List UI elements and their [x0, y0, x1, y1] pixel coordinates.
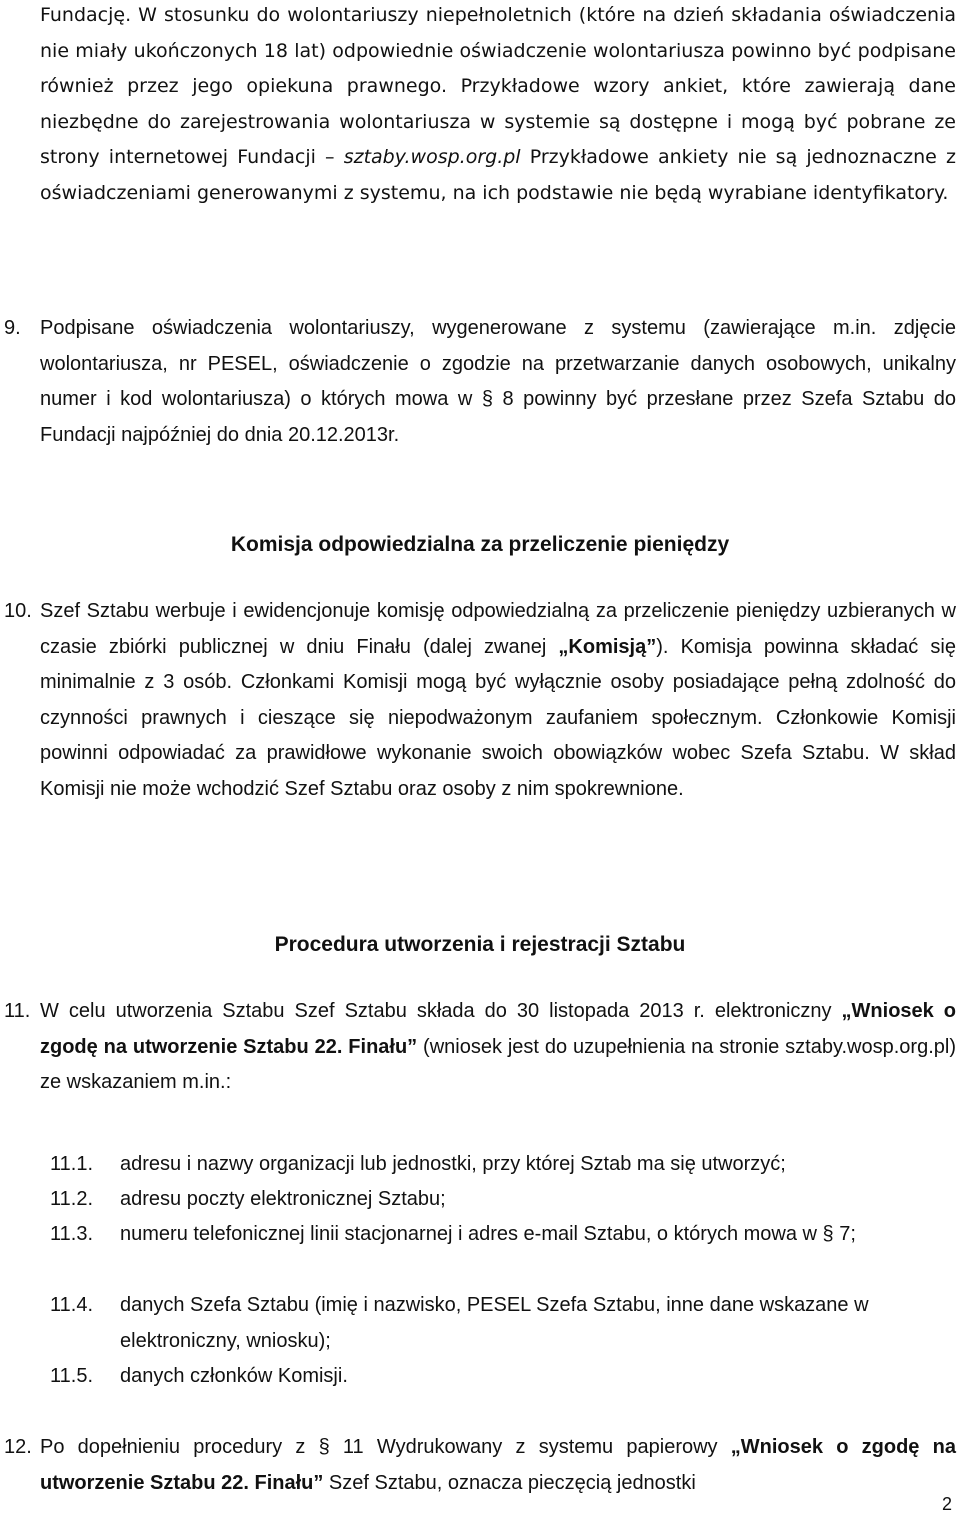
section-number: 10.	[4, 600, 32, 622]
form-title: „Wniosek o zgodę na utworzenie Sztabu 22. Finału”	[40, 1000, 957, 1058]
section-text: Podpisane oświadczenia wolontariuszy, wygenerowane z systemu (zawierające m.in. zdjęcie wolontariusza, nr PESEL, oświadczenie o zgodzie na przetwarzanie danych osobowych, unikalny numer i kod wolontariusza) o których mowa w § 8 powinny być przesłane przez Szefa Sztabu do Fundacji najpóźniej do dnia 20.12.2013r.	[40, 317, 956, 446]
heading-procedure: Procedura utworzenia i rejestracji Sztabu	[274, 933, 686, 956]
intro-text-b: Przykładowe ankiety nie są jednoznaczne z oświadczeniami generowanymi z systemu, na ich podstawie nie będą wyrabiane identyfikatory.	[40, 146, 956, 204]
intro-paragraph	[40, 0, 956, 212]
section-text: W celu utworzenia Sztabu Szef Sztabu składa do 30 listopada 2013 r. elektroniczny „Wniosek o zgodę na utworzenie Sztabu 22. Finału” (wniosek jest do uzupełnienia na stronie sztaby.wosp.org.pl) ze wskazaniem m.in.:	[40, 1000, 957, 1094]
heading-commission: Komisja odpowiedzialna za przeliczenie pieniędzy	[230, 533, 730, 556]
intro-text-a: Fundację. W stosunku do wolontariuszy niepełnoletnich (które na dzień składania oświadczenia nie miały ukończonych 18 lat) odpowiednie oświadczenie wolontariusza powinno być podpisane również przez jego opiekuna prawnego. Przykładowe wzory ankiet, które zawierają dane niezbędne do zarejestrowania wolontariusza w systemie są dostępne i mogą być pobrane ze strony internetowej Fundacji –	[40, 4, 956, 169]
section-number: 12.	[4, 1436, 32, 1458]
section-text: Po dopełnieniu procedury z § 11 Wydrukowany z systemu papierowy „Wniosek o zgodę na utworzenie Sztabu 22. Finału” Szef Sztabu, oznacza pieczęcią jednostki	[40, 1436, 956, 1494]
section-number: 9.	[4, 317, 21, 339]
defined-term: „Komisją”	[558, 635, 657, 658]
form-title: „Wniosek o zgodę na utworzenie Sztabu 22. Finału”	[40, 1436, 956, 1494]
section-number: 11.	[4, 1000, 31, 1022]
website-link-text: sztaby.wosp.org.pl	[343, 146, 521, 169]
section-text: Szef Sztabu werbuje i ewidencjonuje komisję odpowiedzialną za przeliczenie pieniędzy uzbieranych w czasie zbiórki publicznej w dniu Finału (dalej zwanej „Komisją”). Komisja powinna składać się minimalnie z 3 osób. Członkami Komisji mogą być wyłącznie osoby posiadające pełną zdolność do czynności prawnych i cieszące się niepodważonym zaufaniem społecznym. Członkowie Komisji powinni odpowiadać za prawidłowe wykonanie swoich obowiązków wobec Szefa Sztabu. W skład Komisji nie może wchodzić Szef Sztabu oraz osoby z nim spokrewnione.	[40, 600, 956, 800]
page-number: 2	[941, 1494, 952, 1514]
document-page: Fundację. W stosunku do wolontariuszy niepełnoletnich (które na dzień składania oświadczenia nie miały ukończonych 18 lat) odpowiednie oświadczenie wolontariusza powinno być podpisane również przez jego opiekuna prawnego. Przykładowe wzory ankiet, które zawierają dane niezbędne do zarejestrowania wolontariusza w systemie są dostępne i mogą być pobrane ze strony internetowej Fundacji – sztaby.wosp.org.pl Przykładowe ankiety nie są jednoznaczne z oświadczeniami generowanymi z systemu, na ich podstawie nie będą wyrabiane identyfikatory. 9. Podpisane oświadczenia wolontariuszy, wygenerowane z systemu (zawierające m.in. zdjęcie wolontariusza, nr PESEL, oświadczenie o zgodzie na przetwarzanie danych osobowych, unikalny numer i kod wolontariusza) o których mowa w § 8 powinny być przesłane przez Szefa Sztabu do Fundacji najpóźniej do dnia 20.12.2013r. Komisja odpowiedzialna za przeliczenie pieniędzy 10. Szef Sztabu werbuje i ewidencjonuje komisję odpowiedzialną za przeliczenie pieniędzy uzbieranych w czasie zbiórki publicznej w dniu Finału (dalej zwanej „Komisją”). Komisja powinna składać się minimalnie z 3 osób. Członkami Komisji mogą być wyłącznie osoby posiadające pełną zdolność do czynności prawnych i cieszące się niepodważonym zaufaniem społecznym. Członkowie Komisji powinni odpowiadać za prawidłowe wykonanie swoich obowiązków wobec Szefa Sztabu. W skład Komisji nie może wchodzić Szef Sztabu oraz osoby z nim spokrewnione. Procedura utworzenia i rejestracji Sztabu 11. W celu utworzenia Sztabu Szef Sztabu składa do 30 listopada 2013 r. elektroniczny „Wniosek o zgodę na utworzenie Sztabu 22. Finału” (wniosek jest do uzupełnienia na stronie sztaby.wosp.org.pl) ze wskazaniem m.in.: 11.1. adresu i nazwy organizacji lub jednostki, przy której Sztab ma się utworzyć; 11.2. adresu poczty elektronicznej Sztabu; 11.3. numeru telefonicznej linii stacjonarnej i adres e-mail Sztabu, o których mowa w § 7; 11.4. danych Szefa Sztabu (imię i nazwisko, PESEL Szefa Sztabu, inne dane wskazane w elektroniczny, wniosku); 11.5. danych członków Komisji. 12. Po dopełnieniu procedury z § 11 Wydrukowany z systemu papierowy „Wniosek o zgodę na utworzenie Sztabu 22. Finału” Szef Sztabu, oznacza pieczęcią jednostki 2	[0, 0, 960, 1520]
